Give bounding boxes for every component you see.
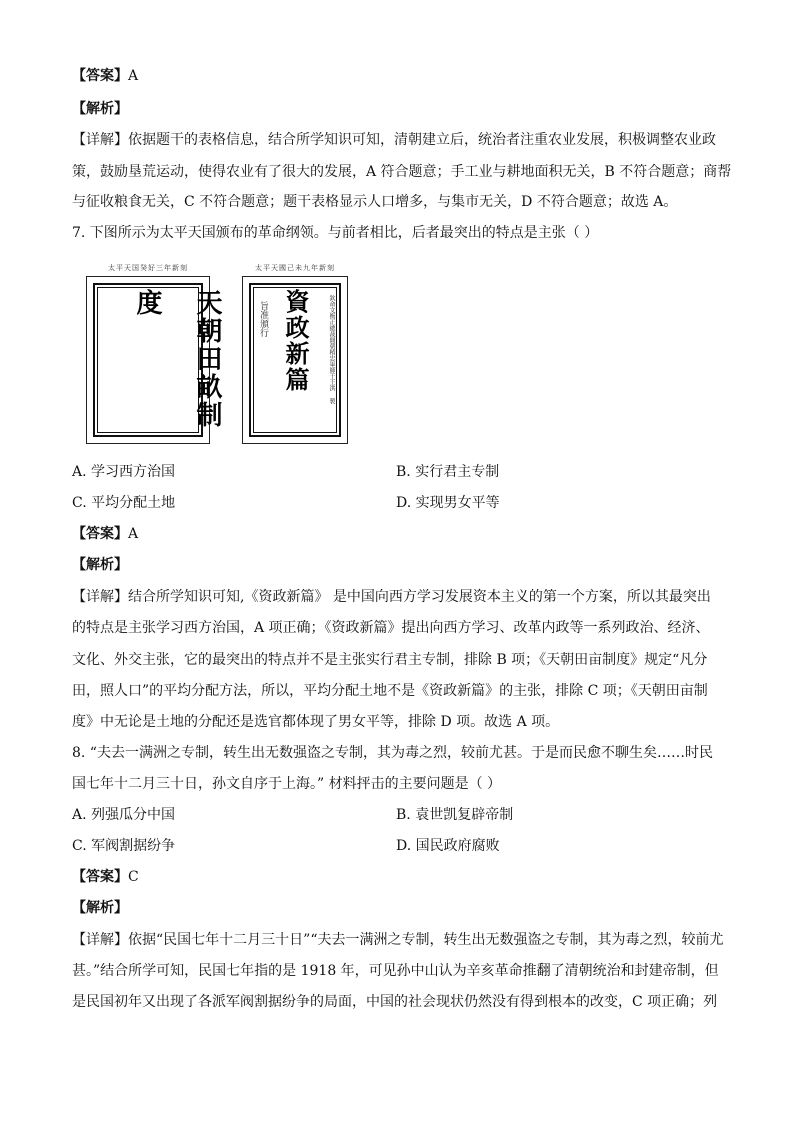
cover-side-text-left: 旨准頒行 [258,301,268,337]
q7-detail-line: 【详解】结合所学知识可知,《资政新篇》 是中国向西方学习发展资本主义的第一个方案，所以其最突出 [72,589,711,605]
q8-stem-line: 国七年十二月三十日，孙文自序于上海。” 材料抨击的主要问题是（ ） [72,776,502,792]
q8-option-b: B. 袁世凯复辟帝制 [396,807,514,823]
answer-tag: 【答案】 [72,68,128,84]
cover-top-text: 太平天國己未九年新刻 [255,264,335,272]
q8-option-a: A. 列强瓜分中国 [72,807,176,823]
tianchao-cover-image [86,264,222,444]
q6-detail-line: 与征收粮食无关，C 不符合题意；题干表格显示人口增多，与集市无关，D 不符合题意；故选 A。 [72,194,678,210]
q7-detail-line: 田，照人口”的平均分配方法，所以，平均分配土地不是《资政新篇》的主张，排除 C 项；《天朝田亩制 [72,683,708,699]
q7-detail-line: 文化、外交主张，它的最突出的特点并不是主张实行君主专制，排除 B 项；《天朝田亩制度》规定“凡分 [72,652,708,668]
q6-detail-line: 策，鼓励垦荒运动，使得农业有了很大的发展，A 符合题意；手工业与耕地面积无关，B 不符合题意；商帮 [72,164,732,180]
q8-stem-line: 8. “夫去一满洲之专制，转生出无数强盗之专制，其为毒之烈，较前尤甚。于是而民愈不聊生矣……时民 [72,745,713,761]
q7-analysis-tag: 【解析】 [72,557,128,573]
answer-value: C [128,869,139,885]
q8-detail-line: 甚。”结合所学可知，民国七年指的是 1918 年，可见孙中山认为辛亥革命推翻了清朝统治和封建帝制，但 [72,963,719,979]
answer-tag: 【答案】 [72,869,128,885]
q8-detail-line: 是民国初年又出现了各派军阀割据纷争的局面，中国的社会现状仍然没有得到根本的改变，C 项正确；列 [72,994,718,1010]
answer-value: A [128,526,139,542]
q7-stem: 7. 下图所示为太平天国颁布的革命纲领。与前者相比，后者最突出的特点是主张（ ） [72,225,599,241]
q7-option-a: A. 学习西方治国 [72,464,176,480]
q7-detail-line: 的特点是主张学习西方治国，A 项正确；《资政新篇》提出向西方学习、改革内政等一系列政治、经济、 [72,620,710,636]
zizheng-cover-image [242,264,348,444]
answer-value: A [128,68,139,84]
q8-detail-line: 【详解】依据“民国七年十二月三十日”“夫去一满洲之专制，转生出无数强盗之专制，其为毒之烈，较前尤 [72,932,724,948]
cover-top-text: 太平天国癸好三年新刻 [108,264,188,272]
q6-answer-line [72,66,138,86]
q8-answer-line [72,867,139,887]
q7-answer-line [72,524,138,544]
cover-title: 天朝田畝制度 [132,289,222,429]
q8-option-c: C. 军阀割据纷争 [72,838,176,854]
q6-analysis-tag: 【解析】 [72,101,128,117]
q7-detail-line: 度》中无论是土地的分配还是选官都体现了男女平等，排除 D 项。故选 A 项。 [72,714,560,730]
q7-option-c: C. 平均分配土地 [72,495,176,511]
q8-analysis-tag: 【解析】 [72,900,128,916]
cover-side-text-right: 欽命文衡正總裁開朝精忠軍師干王洪 製 [328,295,335,404]
cover-title: 資政新篇 [281,289,310,393]
answer-tag: 【答案】 [72,526,128,542]
q8-option-d: D. 国民政府腐败 [396,838,500,854]
q7-option-d: D. 实现男女平等 [396,495,500,511]
q6-detail-line: 【详解】依据题干的表格信息，结合所学知识可知，清朝建立后，统治者注重农业发展，积极调整农业政 [72,132,716,148]
q7-option-b: B. 实行君主专制 [396,464,500,480]
